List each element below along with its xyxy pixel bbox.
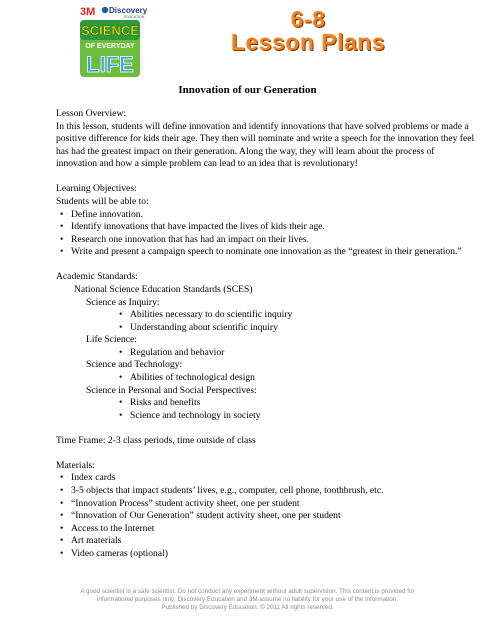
list-item: • Abilities of technological design bbox=[115, 372, 476, 385]
science-of-everyday-life-logo bbox=[78, 4, 190, 78]
standards-org: National Science Education Standards (SCES) bbox=[74, 283, 253, 295]
objectives-heading: Learning Objectives: bbox=[56, 183, 137, 195]
list-item: • Risks and benefits bbox=[115, 397, 476, 410]
logo-education-text: EDUCATION bbox=[124, 15, 145, 19]
logo-discovery-text: Discovery bbox=[109, 6, 148, 15]
list-item: • Abilities necessary to do scientific inquiry bbox=[115, 309, 476, 322]
lesson-plans-label: Lesson Plans bbox=[230, 29, 386, 55]
overview-heading: Lesson Overview: bbox=[56, 108, 127, 119]
list-item: • Art materials bbox=[56, 535, 476, 548]
materials-list bbox=[56, 472, 476, 560]
lesson-title: Innovation of our Generation bbox=[178, 84, 317, 96]
standards-heading: Academic Standards: bbox=[56, 271, 138, 283]
list-item: • Define innovation. bbox=[56, 209, 476, 222]
list-item: • 3-5 objects that impact students’ lives, e.g., computer, cell phone, toothbrush, etc. bbox=[56, 485, 476, 498]
list-item: • Understanding about scientific inquiry bbox=[115, 322, 476, 335]
list-item: • Video cameras (optional) bbox=[56, 548, 476, 561]
standards-group-list bbox=[56, 347, 476, 360]
list-item: • Index cards bbox=[56, 472, 476, 485]
grade-heading bbox=[228, 8, 388, 54]
logo-of-everyday-text: OF EVERYDAY bbox=[85, 43, 135, 50]
list-item: • Research one innovation that has had an impact on their lives. bbox=[56, 234, 476, 247]
materials-heading: Materials: bbox=[56, 459, 95, 471]
standards-group-name: Science as Inquiry: bbox=[86, 296, 160, 308]
logo-3m-text: 3M bbox=[80, 6, 96, 18]
page-footer bbox=[0, 588, 495, 613]
overview-text: In this lesson, students will define innovation and identify innovations that have solved problems or made a positive difference for kids their age. They then will nominate and write a speech for the innovation they feel has had the greatest impact on their generation. Along the way, they will learn about the process of innovation and how a simple problem can lead to an idea that is revolutionary! bbox=[56, 120, 475, 170]
list-item: • “Innovation Process” student activity sheet, one per student bbox=[56, 498, 476, 511]
standards-group-list bbox=[56, 372, 476, 385]
standards-group-name: Life Science: bbox=[86, 334, 137, 346]
logo-science-text: SCIENCE bbox=[81, 23, 139, 38]
standards-group-list bbox=[56, 309, 476, 334]
objectives-intro: Students will be able to: bbox=[56, 195, 149, 207]
list-item: • Identify innovations that have impacted the lives of kids their age. bbox=[56, 221, 476, 234]
footer-line: Published by Discovery Education. © 2011 All rights reserved. bbox=[161, 604, 334, 612]
standards-group-name: Science and Technology: bbox=[86, 359, 183, 371]
list-item: • Science and technology in society bbox=[115, 410, 476, 423]
objectives-list bbox=[56, 209, 476, 259]
grade-range: 6-8 bbox=[290, 6, 326, 32]
footer-line: informational purposes only; Discovery Education and 3M assume no liability for your use of the information. bbox=[96, 596, 398, 604]
logo-life-text: LIFE bbox=[86, 52, 134, 77]
list-item: • Access to the Internet bbox=[56, 523, 476, 536]
list-item: • Write and present a campaign speech to nominate one innovation as the “greatest in their generation.” bbox=[56, 246, 476, 259]
standards-group-name: Science in Personal and Social Perspectives: bbox=[86, 384, 257, 396]
footer-line: A good scientist is a safe scientist. Do not conduct any experiment without adult supervision. This content is provided for bbox=[80, 588, 415, 595]
list-item: • Regulation and behavior bbox=[115, 347, 476, 360]
time-frame: Time Frame: 2-3 class periods, time outside of class bbox=[56, 434, 256, 446]
lesson-body bbox=[56, 108, 476, 561]
list-item: • “Innovation of Our Generation” student activity sheet, one per student bbox=[56, 510, 476, 523]
standards-group-list bbox=[56, 397, 476, 422]
